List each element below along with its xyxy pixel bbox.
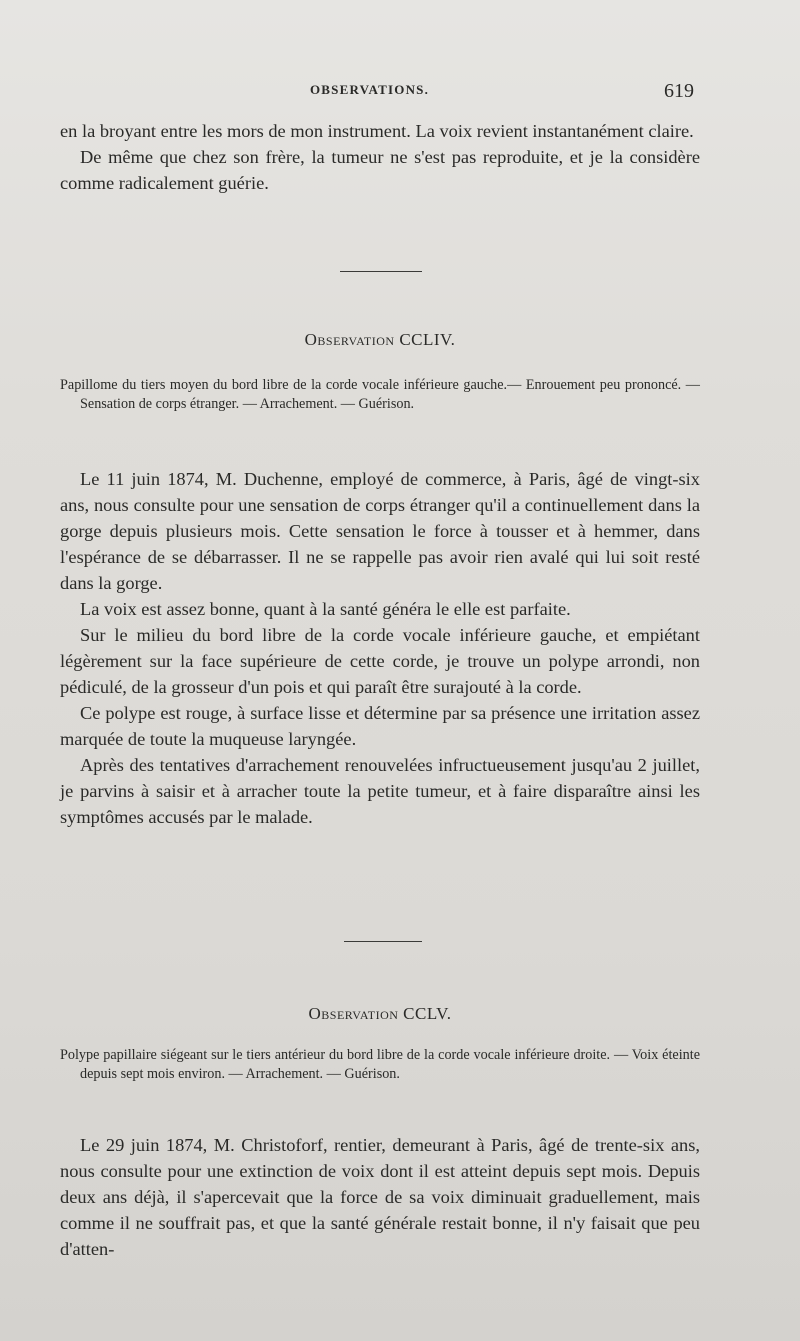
paragraph: Le 11 juin 1874, M. Duchenne, employé de commerce, à Paris, âgé de vingt-six ans, nous consulte pour une sensation de corps étranger qu'il a continuellement dans la gorge depuis plusieurs mois. Cette sensation le force à tousser et à hemmer, dans l'espérance de se débarrasser. Il ne se rappelle pas avoir rien avalé qui lui soit resté dans la gorge. [60, 469, 700, 593]
observation-body [60, 466, 700, 830]
section-divider [344, 941, 422, 942]
page-number: 619 [664, 80, 694, 102]
section-divider [340, 271, 422, 272]
continued-text [60, 118, 700, 196]
paragraph: De même que chez son frère, la tumeur ne s'est pas reproduite, et je la considère comme radicalement guérie. [60, 147, 700, 193]
paragraph: Après des tentatives d'arrachement renouvelées infructueusement jusqu'au 2 juillet, je parvins à saisir et à arracher toute la petite tumeur, et à faire disparaître ainsi les symptômes accusés par le malade. [60, 755, 700, 827]
paragraph: La voix est assez bonne, quant à la santé généra le elle est parfaite. [80, 599, 571, 619]
paragraph: Le 29 juin 1874, M. Christoforf, rentier, demeurant à Paris, âgé de trente-six ans, nous consulte pour une extinction de voix dont il est atteint depuis sept mois. Depuis deux ans déjà, il s'apercevait que la force de sa voix diminuait graduellement, mais comme il ne souffrait pas, et que la santé générale restait bonne, il n'y faisait que peu d'atten- [60, 1135, 700, 1259]
observation-summary: Papillome du tiers moyen du bord libre de la corde vocale inférieure gauche.— Enrouement peu prononcé. — Sensation de corps étranger. — Arrachement. — Guérison. [60, 377, 700, 412]
paragraph: en la broyant entre les mors de mon instrument. La voix revient instantanément claire. [60, 121, 694, 141]
paragraph: Ce polype est rouge, à surface lisse et détermine par sa présence une irritation assez marquée de toute la muqueuse laryngée. [60, 703, 700, 749]
running-title: OBSERVATIONS. [310, 82, 430, 97]
observation-body [60, 1132, 700, 1262]
page-header [60, 80, 700, 108]
paragraph: Sur le milieu du bord libre de la corde vocale inférieure gauche, et empiétant légèrement sur la face supérieure de cette corde, je trouve un polype arrondi, non pédiculé, de la grosseur d'un pois et qui paraît être surajouté à la corde. [60, 625, 700, 697]
observation-summary: Polype papillaire siégeant sur le tiers antérieur du bord libre de la corde vocale inférieure droite. — Voix éteinte depuis sept mois environ. — Arrachement. — Guérison. [60, 1047, 700, 1082]
observation-title: Observation CCLIV. [304, 330, 456, 349]
observation-title: Observation CCLV. [308, 1004, 452, 1023]
